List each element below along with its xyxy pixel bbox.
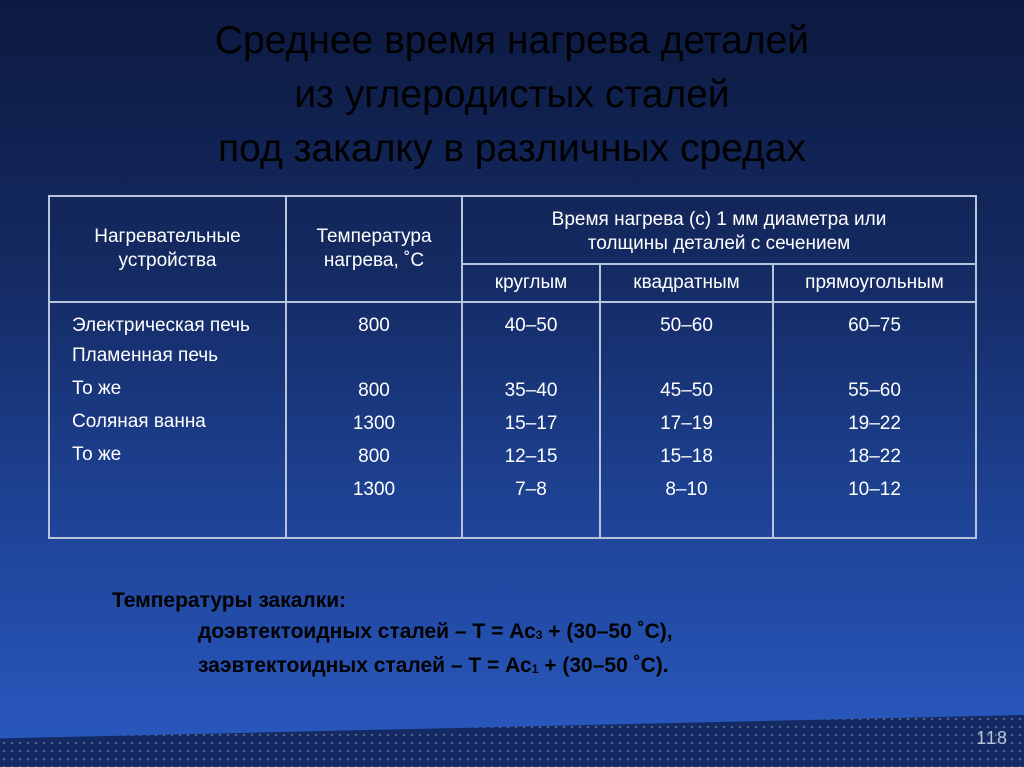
round-cell: 35–40	[504, 380, 558, 401]
temperature-cell: 1300	[352, 413, 396, 434]
header-square: квадратным	[600, 264, 773, 302]
temperature-column	[286, 302, 462, 538]
header-heating-time: Время нагрева (с) 1 мм диаметра или толщины деталей с сечением	[462, 196, 976, 264]
round-cell: 12–15	[504, 446, 558, 467]
device-cell: То же	[72, 378, 122, 399]
devices-column	[49, 302, 286, 538]
title-line-2: из углеродистых сталей	[294, 73, 730, 116]
round-column	[462, 302, 600, 538]
note-hypereutectoid: заэвтектоидных сталей – $Т = Ас_1 + (30-50$ ˚С).	[198, 654, 669, 677]
title-line-1: Среднее время нагрева деталей	[214, 19, 810, 62]
rect-cell: 18–22	[848, 446, 901, 467]
header-round: круглым	[462, 264, 600, 302]
note-hypoeutectoid: доэвтектоидных сталей – $Т = Ас_3 + (30-50$ ˚С),	[198, 620, 673, 643]
temperature-cell: 800	[358, 446, 390, 467]
square-column	[600, 302, 773, 538]
rect-cell: 60–75	[848, 315, 901, 336]
round-cell: 7–8	[515, 479, 547, 500]
device-cell: Электрическая печь	[72, 315, 250, 336]
square-cell: 8–10	[665, 479, 708, 500]
header-temperature: Температура нагрева, ˚С	[286, 196, 462, 302]
decorative-dot-band	[0, 715, 1024, 767]
square-cell: 17–19	[660, 413, 713, 434]
round-cell: 15–17	[504, 413, 558, 434]
device-cell: Пламенная печь	[72, 345, 219, 366]
rect-cell: 10–12	[848, 479, 901, 500]
rect-cell: 19–22	[848, 413, 901, 434]
rect-cell: 55–60	[848, 380, 901, 401]
heating-time-table	[48, 195, 977, 539]
header-rect: прямоугольным	[773, 264, 976, 302]
device-cell: Соляная ванна	[72, 411, 206, 432]
temperature-cell: 1300	[352, 479, 396, 500]
note-heading: Температуры закалки:	[112, 589, 347, 612]
square-cell: 50–60	[660, 315, 713, 336]
page-number: 118	[976, 728, 1008, 748]
square-cell: 45–50	[660, 380, 713, 401]
square-cell: 15–18	[660, 446, 713, 467]
slide-title	[0, 14, 1024, 176]
device-cell: То же	[72, 444, 122, 465]
header-devices: Нагревательные устройства	[49, 196, 286, 302]
round-cell: 40–50	[504, 315, 558, 336]
temperature-cell: 800	[358, 315, 390, 336]
title-line-3: под закалку в различных средах	[218, 127, 806, 170]
rect-column	[773, 302, 976, 538]
temperature-cell: 800	[358, 380, 390, 401]
quench-temperatures-note	[112, 586, 673, 684]
